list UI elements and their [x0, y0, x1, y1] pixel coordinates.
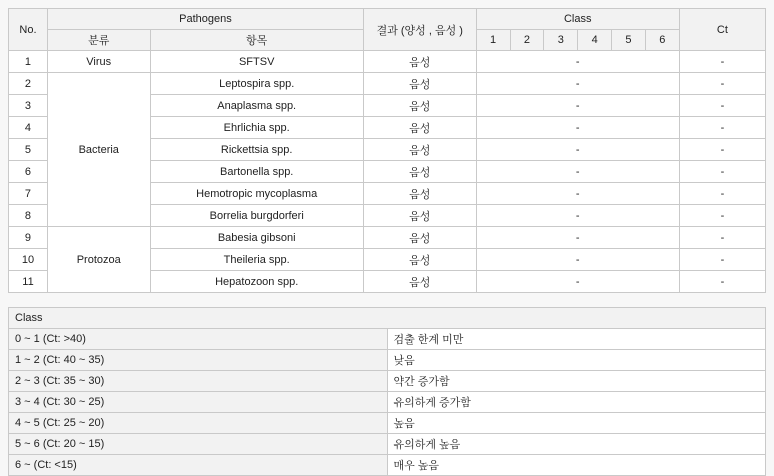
pathogen-results-table: [8, 8, 766, 293]
table-row: [9, 51, 766, 73]
header-class-3: 3: [544, 30, 578, 51]
legend-description: 낮음: [387, 350, 766, 371]
legend-label: 5 ~ 6 (Ct: 20 ~ 15): [9, 434, 388, 455]
cell-class-mark: -: [476, 73, 679, 95]
legend-description: 약간 증가함: [387, 371, 766, 392]
cell-item: Theileria spp.: [150, 249, 363, 271]
cell-result: 음성: [363, 73, 476, 95]
legend-row: [9, 329, 766, 350]
cell-ct: -: [679, 161, 765, 183]
header-no: No.: [9, 9, 48, 51]
legend-description: 매우 높음: [387, 455, 766, 476]
legend-row: [9, 371, 766, 392]
legend-row: [9, 413, 766, 434]
cell-result: 음성: [363, 51, 476, 73]
cell-item: Rickettsia spp.: [150, 139, 363, 161]
results-table-body: [9, 51, 766, 293]
cell-class-mark: -: [476, 227, 679, 249]
cell-no: 7: [9, 183, 48, 205]
header-class-1: 1: [476, 30, 510, 51]
cell-item: Anaplasma spp.: [150, 95, 363, 117]
cell-no: 6: [9, 161, 48, 183]
cell-result: 음성: [363, 161, 476, 183]
cell-ct: -: [679, 249, 765, 271]
results-table-head: [9, 9, 766, 51]
cell-ct: -: [679, 227, 765, 249]
cell-item: Ehrlichia spp.: [150, 117, 363, 139]
cell-item: SFTSV: [150, 51, 363, 73]
cell-ct: -: [679, 51, 765, 73]
legend-label: 3 ~ 4 (Ct: 30 ~ 25): [9, 392, 388, 413]
cell-no: 1: [9, 51, 48, 73]
legend-row: [9, 350, 766, 371]
header-result: 결과 (양성 , 음성 ): [363, 9, 476, 51]
cell-category: Virus: [47, 51, 150, 73]
cell-class-mark: -: [476, 249, 679, 271]
cell-category: Bacteria: [47, 73, 150, 227]
header-class-6: 6: [645, 30, 679, 51]
cell-item: Babesia gibsoni: [150, 227, 363, 249]
cell-no: 4: [9, 117, 48, 139]
legend-description: 검출 한계 미만: [387, 329, 766, 350]
cell-ct: -: [679, 95, 765, 117]
cell-class-mark: -: [476, 205, 679, 227]
cell-result: 음성: [363, 205, 476, 227]
legend-label: 6 ~ (Ct: <15): [9, 455, 388, 476]
cell-item: Hemotropic mycoplasma: [150, 183, 363, 205]
cell-ct: -: [679, 139, 765, 161]
cell-ct: -: [679, 271, 765, 293]
class-legend-table: [8, 307, 766, 476]
cell-result: 음성: [363, 117, 476, 139]
cell-class-mark: -: [476, 139, 679, 161]
header-class-2: 2: [510, 30, 544, 51]
cell-no: 11: [9, 271, 48, 293]
cell-ct: -: [679, 183, 765, 205]
header-class-4: 4: [578, 30, 612, 51]
cell-result: 음성: [363, 271, 476, 293]
cell-no: 10: [9, 249, 48, 271]
cell-no: 9: [9, 227, 48, 249]
header-ct: Ct: [679, 9, 765, 51]
legend-description: 높음: [387, 413, 766, 434]
legend-description: 유의하게 증가함: [387, 392, 766, 413]
cell-class-mark: -: [476, 117, 679, 139]
cell-result: 음성: [363, 139, 476, 161]
header-row-top: [9, 9, 766, 30]
cell-ct: -: [679, 117, 765, 139]
class-legend: [8, 307, 766, 476]
cell-no: 8: [9, 205, 48, 227]
legend-title: Class: [9, 308, 766, 329]
table-row: [9, 227, 766, 249]
cell-class-mark: -: [476, 51, 679, 73]
legend-label: 0 ~ 1 (Ct: >40): [9, 329, 388, 350]
cell-no: 3: [9, 95, 48, 117]
legend-label: 2 ~ 3 (Ct: 35 ~ 30): [9, 371, 388, 392]
cell-item: Borrelia burgdorferi: [150, 205, 363, 227]
legend-row: [9, 392, 766, 413]
cell-class-mark: -: [476, 183, 679, 205]
cell-class-mark: -: [476, 95, 679, 117]
cell-category: Protozoa: [47, 227, 150, 293]
header-item: 항목: [150, 30, 363, 51]
cell-result: 음성: [363, 227, 476, 249]
table-row: [9, 73, 766, 95]
cell-no: 5: [9, 139, 48, 161]
header-category: 분류: [47, 30, 150, 51]
legend-row: [9, 434, 766, 455]
header-class-5: 5: [612, 30, 646, 51]
legend-row: [9, 455, 766, 476]
legend-header-row: [9, 308, 766, 329]
cell-item: Bartonella spp.: [150, 161, 363, 183]
cell-ct: -: [679, 205, 765, 227]
cell-no: 2: [9, 73, 48, 95]
legend-label: 1 ~ 2 (Ct: 40 ~ 35): [9, 350, 388, 371]
header-class: Class: [476, 9, 679, 30]
legend-label: 4 ~ 5 (Ct: 25 ~ 20): [9, 413, 388, 434]
cell-class-mark: -: [476, 161, 679, 183]
cell-result: 음성: [363, 95, 476, 117]
cell-item: Hepatozoon spp.: [150, 271, 363, 293]
cell-item: Leptospira spp.: [150, 73, 363, 95]
legend-description: 유의하게 높음: [387, 434, 766, 455]
cell-ct: -: [679, 73, 765, 95]
header-pathogens: Pathogens: [47, 9, 363, 30]
cell-class-mark: -: [476, 271, 679, 293]
cell-result: 음성: [363, 249, 476, 271]
cell-result: 음성: [363, 183, 476, 205]
